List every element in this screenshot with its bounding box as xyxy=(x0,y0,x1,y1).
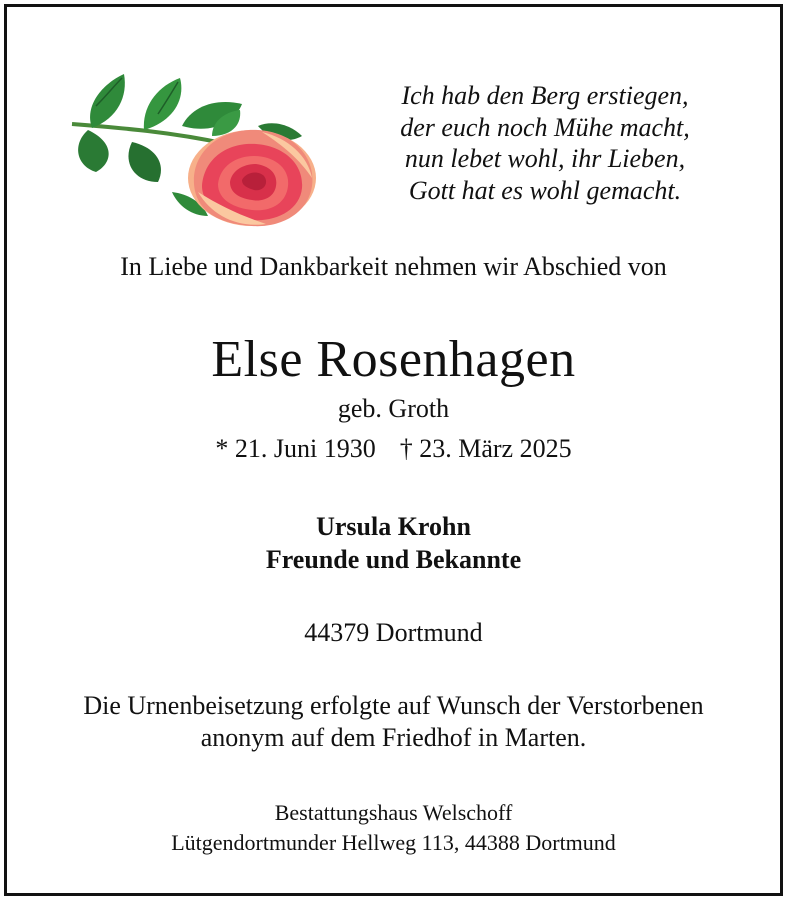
intro-text: In Liebe und Dankbarkeit nehmen wir Abschied von xyxy=(120,252,667,281)
poem-line: Gott hat es wohl gemacht. xyxy=(408,175,682,205)
burial-note-line: anonym auf dem Friedhof in Marten. xyxy=(200,723,587,752)
poem-line: der euch noch Mühe macht, xyxy=(400,112,690,142)
burial-note-line: Die Urnenbeisetzung erfolgte auf Wunsch der Verstorbenen xyxy=(83,691,704,720)
poem-line: nun lebet wohl, ihr Lieben, xyxy=(404,144,686,173)
undertaker xyxy=(0,798,787,858)
life-dates xyxy=(0,434,787,464)
undertaker-name: Bestattungshaus Welschoff xyxy=(274,800,513,825)
death-date: † 23. März 2025 xyxy=(399,434,572,463)
rose-icon xyxy=(62,66,324,234)
birth-date: * 21. Juni 1930 xyxy=(215,434,376,463)
poem-line: Ich hab den Berg erstiegen, xyxy=(401,81,689,110)
city: 44379 Dortmund xyxy=(304,618,483,647)
burial-note xyxy=(0,690,787,754)
poem xyxy=(360,80,730,206)
maiden-name: geb. Groth xyxy=(337,394,450,423)
mourner-name: Freunde und Bekannte xyxy=(265,545,522,574)
mourners xyxy=(0,510,787,576)
undertaker-address: Lütgendortmunder Hellweg 113, 44388 Dortmund xyxy=(171,830,616,855)
mourner-name: Ursula Krohn xyxy=(316,512,471,541)
deceased-name: Else Rosenhagen xyxy=(211,331,576,388)
